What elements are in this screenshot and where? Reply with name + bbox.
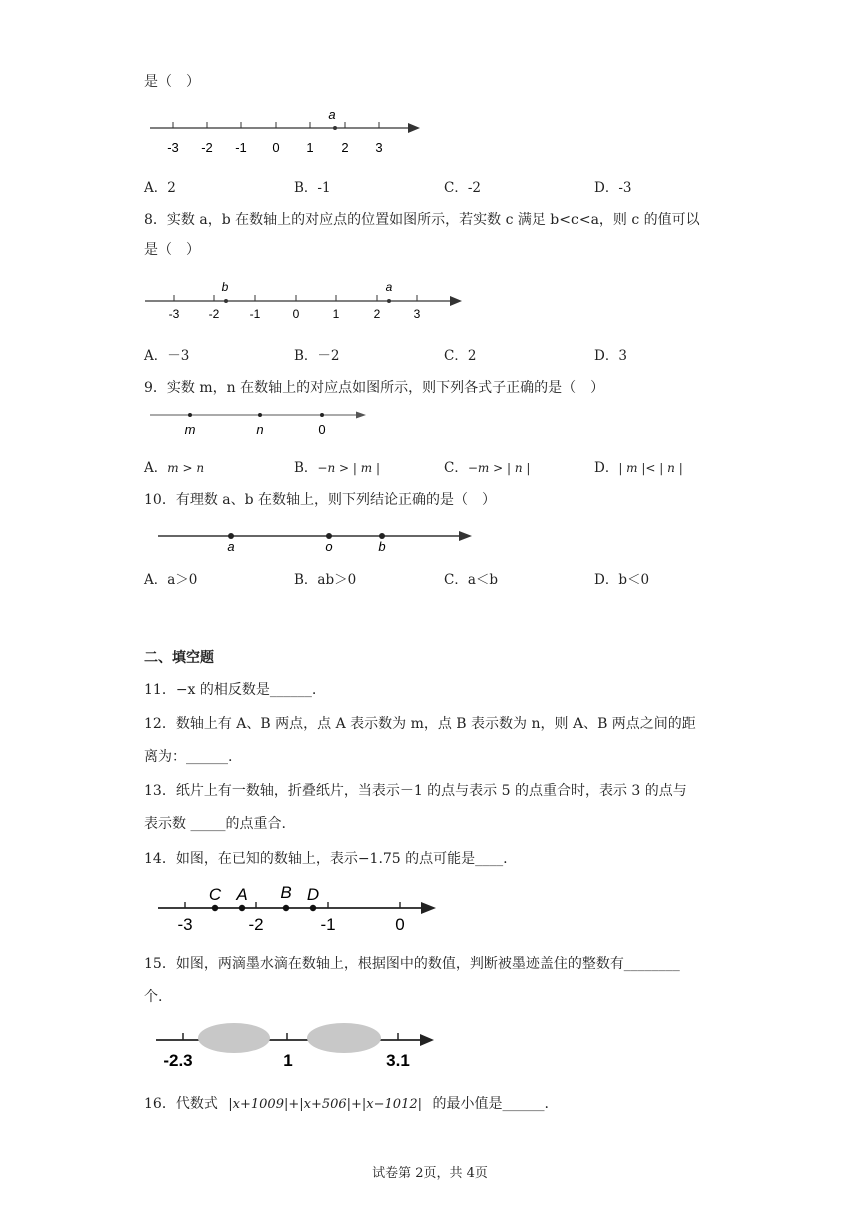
q9-option-a[interactable]: A．m > n (144, 460, 205, 476)
q14-tick-label: 0 (395, 915, 405, 934)
q7-number-line (140, 104, 430, 160)
q9-point-m (188, 413, 192, 417)
q10-option-c[interactable]: C．a＜b (444, 572, 499, 588)
q9-question: 9．实数 m，n 在数轴上的对应点如图所示，则下列各式子正确的是（ ） (144, 380, 605, 396)
q16-suffix: 的最小值是______. (432, 1096, 549, 1112)
q8-tick-label: -3 (168, 307, 180, 321)
q10-option-d[interactable]: D．b＜0 (594, 572, 650, 588)
q15-number-line (150, 1020, 450, 1076)
q7-option-b[interactable]: B．-1 (294, 180, 331, 196)
q7-tick-label: 0 (272, 140, 280, 155)
q8-option-c[interactable]: C．2 (444, 348, 477, 364)
q7-ticks (173, 122, 379, 128)
q8-tick-label: 2 (373, 307, 381, 321)
page-footer: 试卷第 2页，共 4页 (372, 1166, 488, 1181)
q10-option-b[interactable]: B．ab＞0 (294, 572, 357, 588)
q8-number-line (140, 276, 470, 324)
q9-option-c[interactable]: C．−m > | n | (444, 460, 531, 476)
q10-label-a: a (227, 539, 235, 554)
q9-label-m: m (184, 422, 196, 437)
q15-question-line2: 个. (144, 989, 163, 1005)
q8-tick-label: 0 (292, 307, 300, 321)
q16-question (144, 1094, 549, 1115)
q15-ink-blot-right (307, 1023, 381, 1053)
q14-point-b (283, 905, 289, 911)
q7-option-c[interactable]: C．-2 (444, 180, 481, 196)
q15-ink-blot-left (198, 1023, 270, 1053)
q7-question-cont: 是（ ） (144, 74, 200, 90)
q14-label-d: D (306, 885, 320, 904)
q15-tick-label: 3.1 (386, 1051, 410, 1070)
q8-tick-label: -2 (208, 307, 220, 321)
q8-option-a[interactable]: A．－3 (144, 348, 190, 364)
q12-question-line1: 12．数轴上有 A、B 两点，点 A 表示数为 m，点 B 表示数为 n，则 A、B 两点之间的距 (144, 716, 696, 732)
section-title: 二、填空题 (144, 650, 214, 666)
q14-tick-label: -3 (177, 915, 193, 934)
q14-label-a: A (236, 885, 248, 904)
q14-label-c: C (208, 885, 222, 904)
q7-option-a[interactable]: A．2 (144, 180, 176, 196)
q12-question-line2: 离为：______. (144, 749, 233, 765)
q14-question: 14．如图，在已知的数轴上，表示−1.75 的点可能是____. (144, 851, 508, 867)
q14-number-line (150, 880, 450, 936)
q9-option-b[interactable]: B．−n > | m | (294, 460, 380, 476)
q8-option-b[interactable]: B．－2 (294, 348, 340, 364)
q7-tick-label: -3 (167, 140, 179, 155)
q8-option-d[interactable]: D．3 (594, 348, 627, 364)
q7-tick-label: 3 (375, 140, 383, 155)
q9-point-n (258, 413, 262, 417)
q10-label-o: o (325, 539, 333, 554)
q8-tick-label: -1 (249, 307, 261, 321)
q10-label-b: b (378, 539, 386, 554)
q13-question-line1: 13．纸片上有一数轴，折叠纸片，当表示－1 的点与表示 5 的点重合时，表示 3 的点与 (144, 783, 687, 799)
q7-tick-label: -2 (201, 140, 213, 155)
q8-question-line2: 是（ ） (144, 242, 200, 258)
q10-number-line (150, 526, 480, 556)
q9-option-d[interactable]: D．| m |< | n | (594, 460, 683, 476)
q8-point-a (387, 299, 391, 303)
q9-label-n: n (256, 422, 264, 437)
q15-question-line1: 15．如图，两滴墨水滴在数轴上，根据图中的数值，判断被墨迹盖住的整数有________ (144, 956, 680, 972)
q8-point-b (224, 299, 228, 303)
q9-number-line (140, 404, 380, 438)
q9-label-zero: 0 (318, 422, 326, 437)
q7-tick-label: 1 (306, 140, 314, 155)
q11-question: 11．−x 的相反数是______. (144, 682, 317, 698)
q9-point-zero (320, 413, 324, 417)
q8-point-a-label: a (385, 280, 393, 294)
q8-point-b-label: b (221, 280, 229, 294)
q14-tick-label: -2 (248, 915, 264, 934)
q7-tick-label: -1 (235, 140, 247, 155)
q14-point-d (310, 905, 316, 911)
q7-point-a-label: a (328, 107, 336, 122)
q7-point-a (333, 126, 337, 130)
q14-label-b: B (280, 883, 292, 902)
q7-tick-label: 2 (341, 140, 349, 155)
q10-question: 10．有理数 a、b 在数轴上，则下列结论正确的是（ ） (144, 492, 497, 508)
q8-question-line1: 8．实数 a，b 在数轴上的对应点的位置如图所示，若实数 c 满足 b<c<a，则 c 的值可以 (144, 212, 700, 228)
q14-tick-label: -1 (320, 915, 336, 934)
q16-prefix: 16．代数式 (144, 1096, 218, 1112)
q7-option-d[interactable]: D．-3 (594, 180, 632, 196)
q13-question-line2: 表示数 _____的点重合. (144, 816, 286, 832)
q8-tick-label: 3 (413, 307, 421, 321)
q14-point-a (239, 905, 245, 911)
q15-tick-label: 1 (283, 1051, 293, 1070)
q10-option-a[interactable]: A．a＞0 (144, 572, 198, 588)
q14-point-c (212, 905, 218, 911)
q16-expression: |x+1009|+|x+506|+|x−1012| (228, 1097, 422, 1112)
q15-tick-label: -2.3 (163, 1051, 193, 1070)
q8-tick-label: 1 (332, 307, 340, 321)
